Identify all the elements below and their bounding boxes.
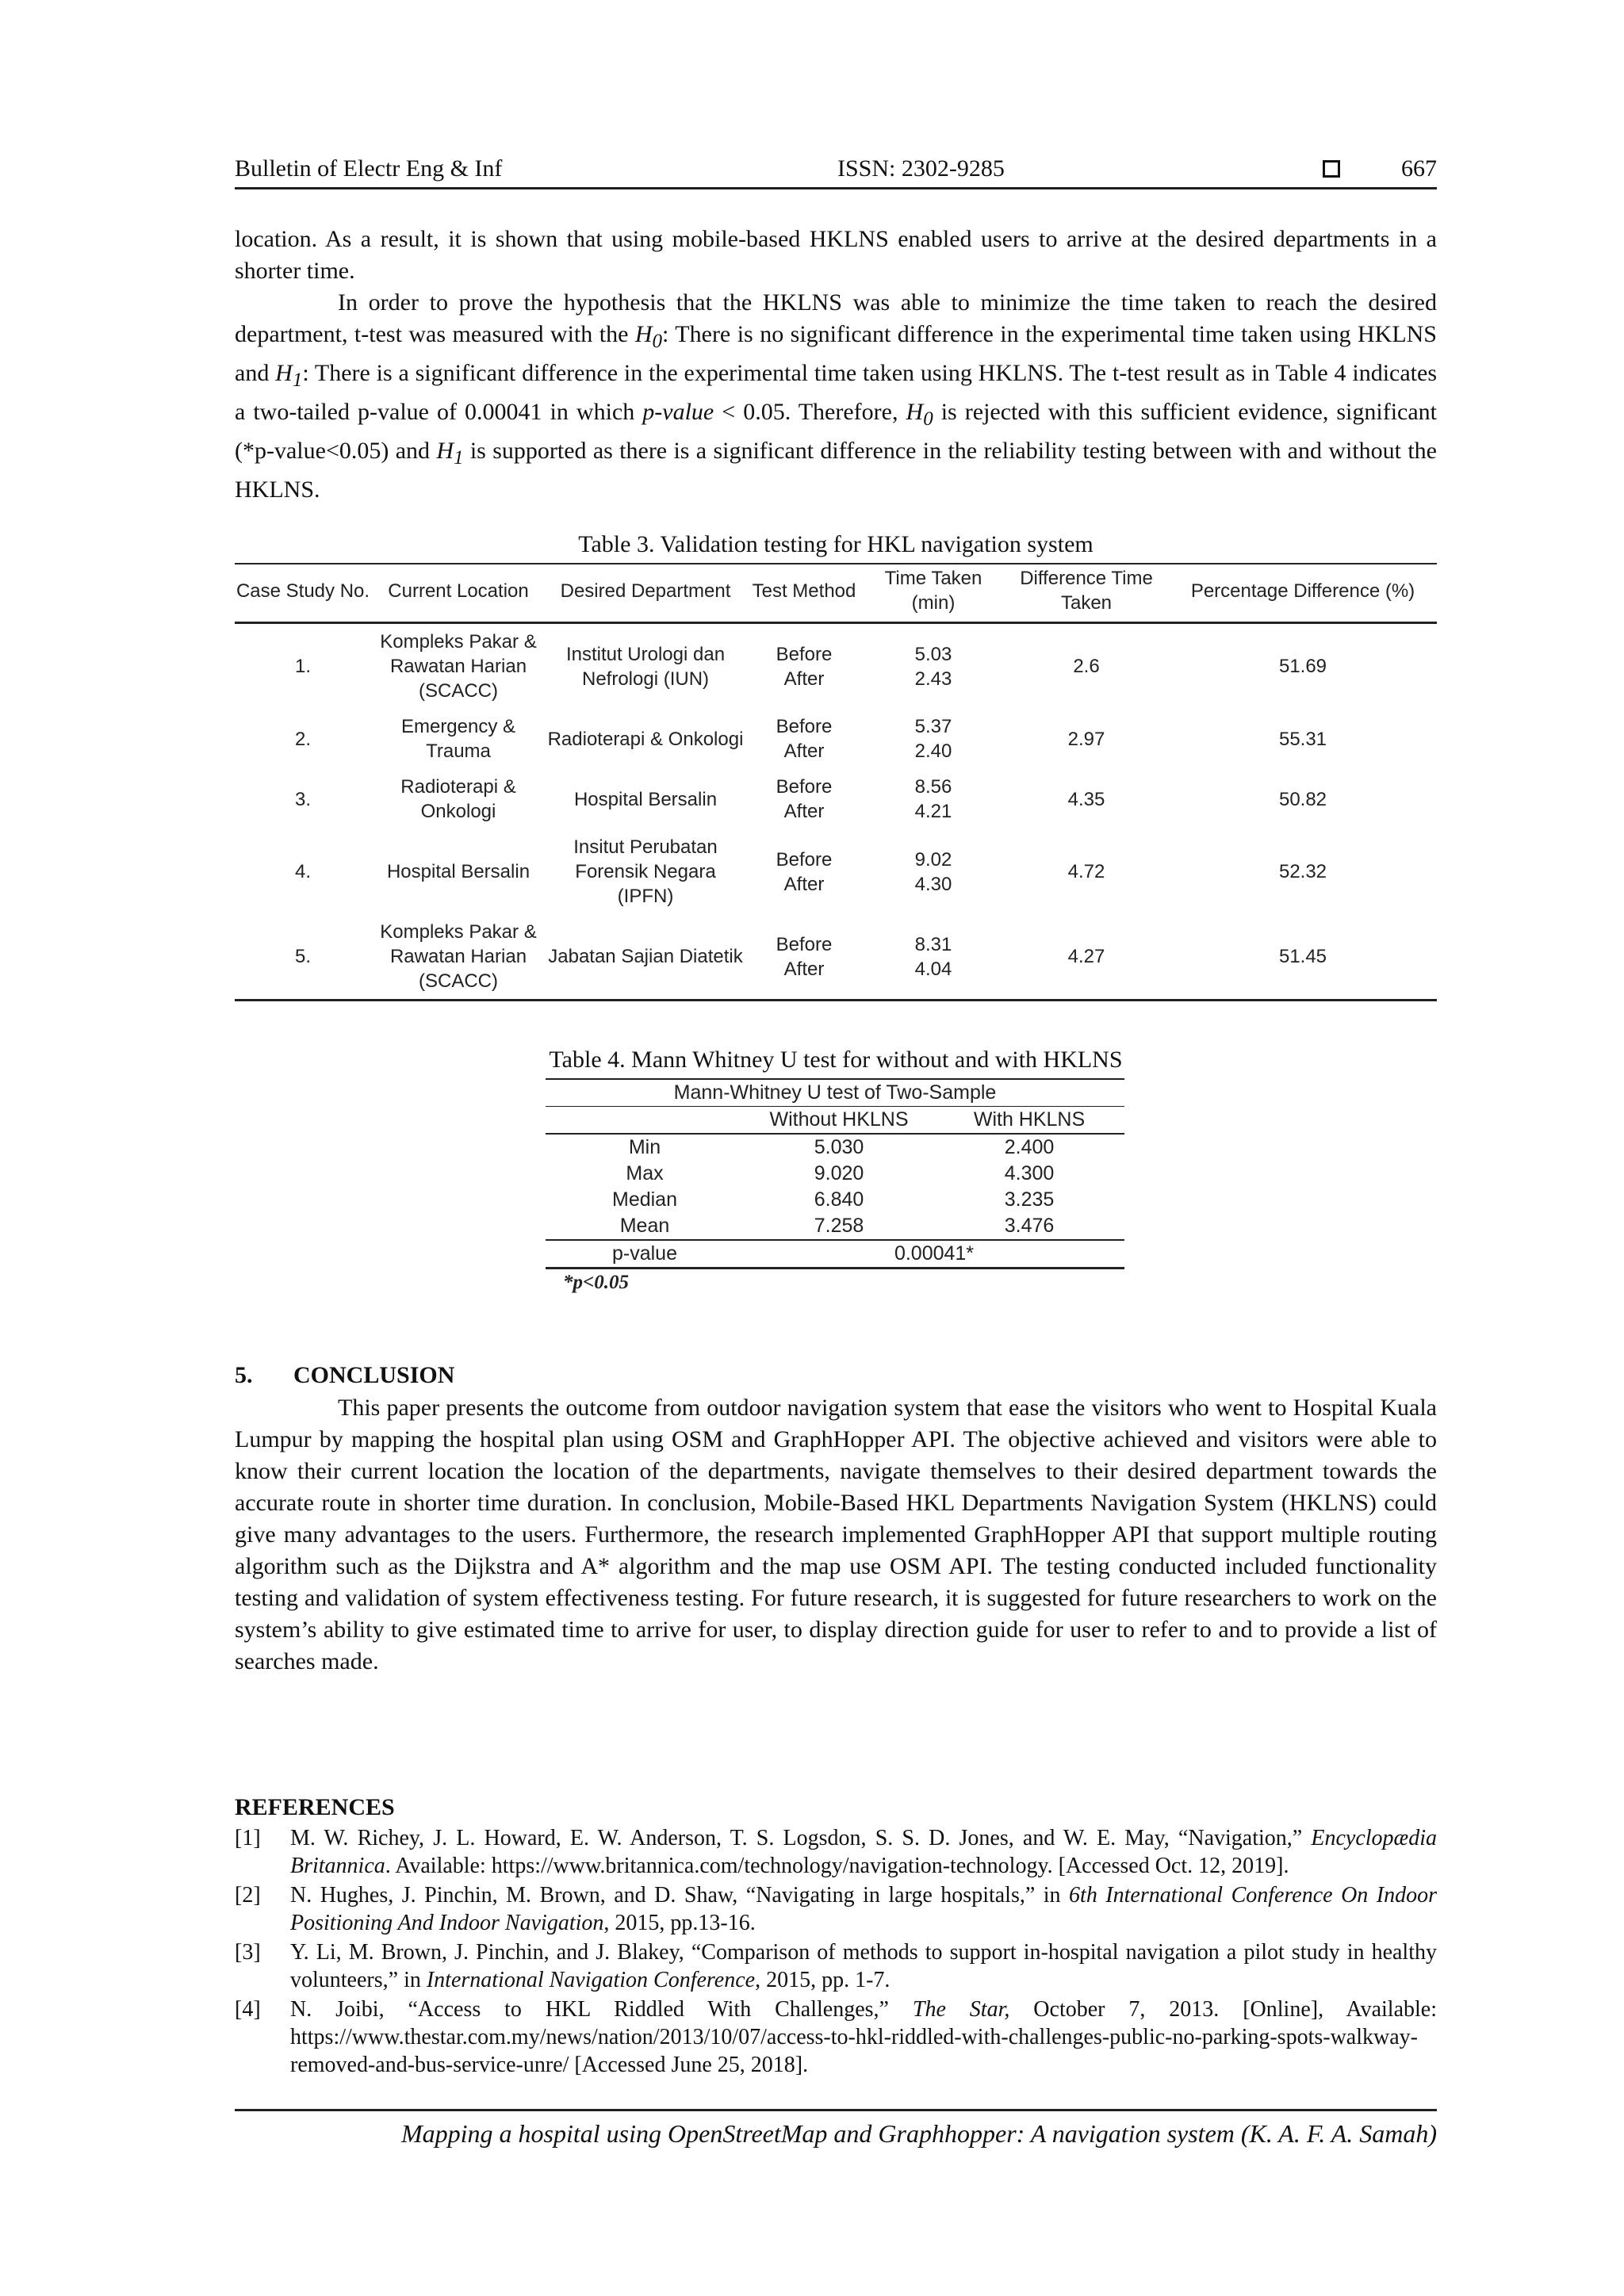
reference-item: [3] Y. Li, M. Brown, J. Pinchin, and J. Blakey, “Comparison of methods to support in-hospital navigation a pilot study in healthy volunteers,” in International Navigation Conference, 2015, pp. 1-7. (235, 1940, 1437, 1992)
intro-paragraph-1: location. As a result, it is shown that using mobile-based HKLNS enabled users to arrive at the desired departments in a shorter time. (235, 226, 1437, 284)
table-row: 2. Emergency & Trauma Radioterapi & Onkologi Before After 5.37 2.40 2.97 55.31 (294, 716, 1327, 762)
col-current-location: Current Location (371, 564, 546, 623)
table4-col-header: Without HKLNS With HKLNS (546, 1107, 1124, 1135)
table-row: 4. Hospital Bersalin Insitut Perubatan Forensik Negara (IPFN) Before After 9.02 4.30 4.72 52.32 (294, 836, 1327, 907)
page-number: 667 (1401, 155, 1437, 182)
intro-paragraph-2: In order to prove the hypothesis that the HKLNS was able to minimize the time taken to reach the desired department, t-test was measured with the $H_0$: There is no significant difference in the experimental time taken using HKLNS and $H_1$: There is a significant difference in the experimental time taken using HKLNS. The t-test result as in Table 4 indicates a two-tailed p-value of 0.00041 in which p-value < 0.05. Therefore, $H_0$ is rejected with this sufficient evidence, significant (*p-value<0.05) and $H_1$ is supported as there is a significant difference in the reliability testing between with and without the HKLNS. (235, 289, 1438, 503)
running-footer: Mapping a hospital using OpenStreetMap and Graphhopper: A navigation system (K. A. F. A. Samah) (235, 2109, 1437, 2149)
col-difference: Difference Time Taken (1004, 564, 1169, 623)
table4-pvalue-row: p-value 0.00041* (546, 1240, 1124, 1269)
table-row: 5. Kompleks Pakar & Rawatan Harian (SCACC) Jabatan Sajian Diatetik Before After 8.31 4.04 4.27 51.45 (235, 914, 1437, 1001)
issn: ISSN: 2302-9285 (837, 155, 1005, 182)
col-percentage: Percentage Difference (%) (1169, 564, 1437, 623)
reference-item: [1] M. W. Richey, J. L. Howard, E. W. Anderson, T. S. Logsdon, S. S. D. Jones, and W. E. May, “Navigation,” Encyclopædia Britannica. Available: https://www.britannica.com/technology/navigation-technology. [Accessed Oct. 12, 2019]. (235, 1826, 1437, 1878)
table-row: 1. Kompleks Pakar & Rawatan Harian (SCACC) Institut Urologi dan Nefrologi (IUN) Before After 5.03 2.43 2.6 51.69 (294, 631, 1327, 702)
table3-caption: Table 3. Validation testing for HKL navigation system (578, 531, 1094, 557)
table-row: 3. Radioterapi & Onkologi Hospital Bersalin Before After 8.56 4.21 4.35 50.82 (294, 776, 1327, 822)
references-section (235, 1793, 1437, 2080)
col-time-taken: Time Taken (min) (863, 564, 1004, 623)
table-4 (546, 1078, 1124, 1295)
table4-note-row: *p<0.05 (563, 1272, 629, 1293)
reference-item: [2] N. Hughes, J. Pinchin, M. Brown, and D. Shaw, “Navigating in large hospitals,” in 6th International Conference On Indoor Positioning And Indoor Navigation, 2015, pp.13-16. (235, 1883, 1438, 1935)
table-row: Median 6.840 3.235 (612, 1188, 1055, 1211)
conclusion-heading: 5. CONCLUSION (235, 1362, 455, 1388)
table4-caption: Table 4. Mann Whitney U test for without and with HKLNS (549, 1047, 1123, 1073)
journal-name: Bulletin of Electr Eng & Inf (235, 155, 503, 182)
table4-group-header: Mann-Whitney U test of Two-Sample (546, 1079, 1124, 1107)
conclusion-text: This paper presents the outcome from outdoor navigation system that ease the visitors who went to Hospital Kuala Lumpur by mapping the hospital plan using OSM and GraphHopper API. The objective achieved and visitors were able to know their current location the location of the departments, navigate themselves to their desired department towards the accurate route in shorter time duration. In conclusion, Mobile-Based HKL Departments Navigation System (HKLNS) could give many advantages to the users. Furthermore, the research implemented GraphHopper API that support multiple routing algorithm such as the Dijkstra and A* algorithm and the map use OSM API. The testing conducted included functionality testing and validation of system effectiveness testing. For future research, it is suggested for future researchers to work on the system’s ability to give estimated time to arrive for user, to display direction guide for user to refer to and to provide a list of searches made. (235, 1395, 1437, 1674)
table-row: Max 9.020 4.300 (626, 1162, 1055, 1184)
intro-text (235, 224, 1437, 506)
col-test-method: Test Method (745, 564, 863, 623)
checkbox-square-icon (1323, 160, 1340, 178)
references-heading: REFERENCES (235, 1794, 395, 1820)
col-case-study: Case Study No. (235, 564, 371, 623)
reference-item: [4] N. Joibi, “Access to HKL Riddled With Challenges,” The Star, October 7, 2013. [Online], Available: https://www.thestar.com.my/news/nation/2013/10/07/access-to-hkl-riddled-with-challenges-public-no-parking-spots-walkway-removed-and-bus-service-unre/ [Accessed June 25, 2018]. (235, 1997, 1437, 2077)
running-header (235, 155, 1437, 189)
table-3 (235, 563, 1437, 1001)
table-row: Min 5.030 2.400 (628, 1136, 1055, 1158)
col-desired-department: Desired Department (546, 564, 745, 623)
table3-header-row (235, 564, 1437, 623)
table-row: Mean 7.258 3.476 (619, 1215, 1055, 1237)
